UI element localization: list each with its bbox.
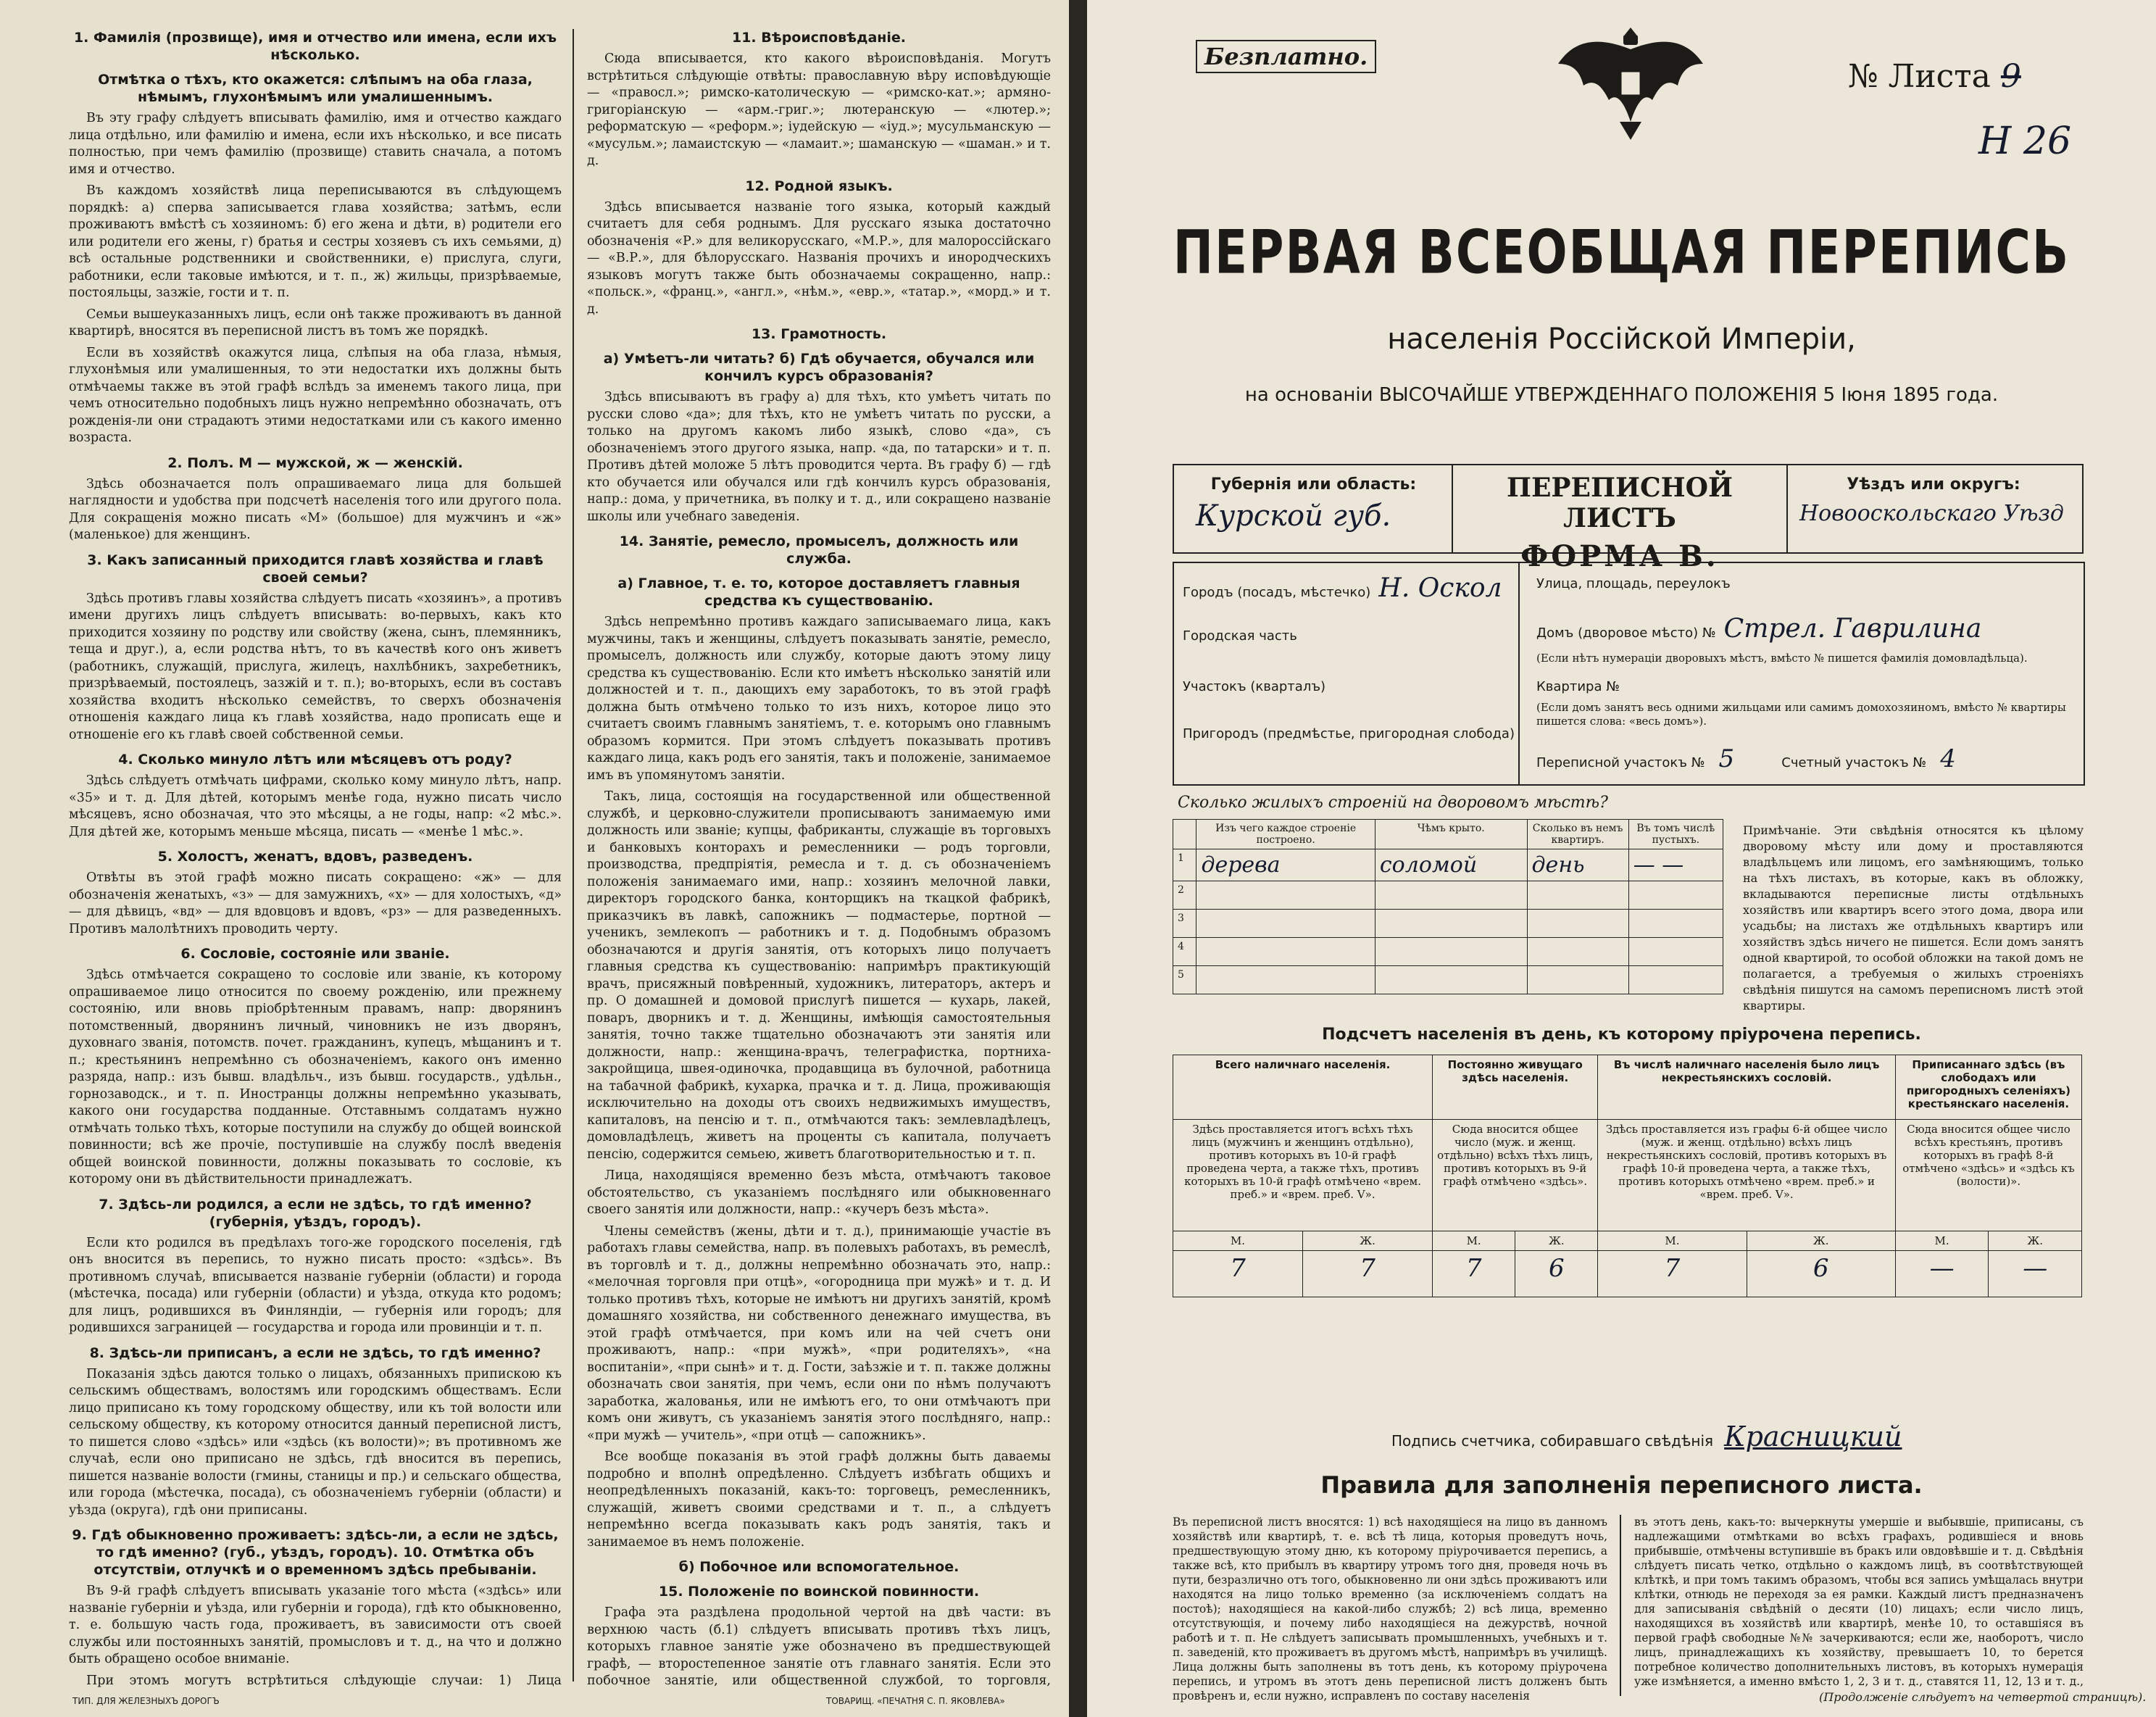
table-row bbox=[1173, 910, 1723, 938]
table-cell[interactable] bbox=[1527, 938, 1628, 966]
table-cell[interactable] bbox=[1196, 881, 1375, 910]
census-subtitle: населенія Россійской Имперіи, bbox=[1387, 323, 1856, 356]
section-heading: 13. Грамотность. bbox=[751, 326, 887, 342]
rules-divider bbox=[1620, 1515, 1621, 1696]
section-paragraph: Здѣсь вписываютъ въ графу а) для тѣхъ, кто умѣетъ читать по русски слово «да»; для тѣхъ, кто не умѣетъ читать по русски, а только на другомъ какомъ либо языкѣ, слово «да», съ обозначеніемъ этого другого языка, напр. «да, по татарски» и т. п. Противъ дѣтей моложе 5 лѣтъ проводится черта. Въ графу б) — гдѣ кто обучается или обучался или гдѣ кончилъ курсъ образованія, напр.: дома, у причетника, въ полку и т. д., или сокращено названіе школы или учебнаго заведенія. bbox=[587, 390, 1051, 524]
primechanie-note: Примѣчаніе. Эти свѣдѣнія относятся къ цѣлому дворовому мѣсту или дому и проставляются владѣльцемъ или лицомъ, его замѣняющимъ, только на тѣхъ листахъ, въ которые, какъ въ обложку, вкладываются переписные листы отдѣльныхъ хозяйствъ или квартиръ всего этого дома, двора или усадьбы; на листахъ же отдѣльныхъ квартиръ или хозяйствъ здѣсь ничего не пишется. Если домъ занятъ одной квартирой, то особой обложки на такой домъ не полагается, а требуемыя о жилыхъ строеніяхъ свѣдѣнія пишутся на самомъ переписномъ листѣ этой квартиры. bbox=[1743, 823, 2084, 1013]
perep-uch-value: 5 bbox=[1718, 744, 1735, 773]
gubernia-box bbox=[1173, 464, 1453, 554]
population-sex-row bbox=[1173, 1231, 2082, 1251]
table-cell[interactable] bbox=[1628, 881, 1723, 910]
count-cell[interactable]: 6 bbox=[1515, 1251, 1598, 1297]
census-basis: на основаніи ВЫСОЧАЙШЕ УТВЕРЖДЕННАГО ПОЛОЖЕНІЯ 5 Іюня 1895 года. bbox=[1244, 384, 1999, 406]
signature-label: Подпись счетчика, собиравшаго свѣдѣнія bbox=[1391, 1432, 1714, 1450]
sheet-number-label: № Листа bbox=[1848, 58, 1991, 95]
sex-label: М. bbox=[1433, 1231, 1515, 1251]
section-heading: 3. Какъ записанный приходится главѣ хозяйства и главѣ своей семьи? bbox=[87, 552, 544, 586]
row-number: 1 bbox=[1173, 849, 1196, 881]
section-paragraph: При этомъ могутъ встрѣтиться слѣдующіе случаи: 1) Лица bbox=[86, 1673, 562, 1688]
dom-label: Домъ (дворовое мѣсто) № bbox=[1536, 625, 1716, 641]
section-paragraph: Сюда вписывается, кто какого вѣроисповѣданія. Могутъ встрѣтиться слѣдующіе отвѣты: православную вѣру исповѣдующіе — «правосл.»; римско-католическую — «римско-кат.»; армяно-григоріанскую — «арм.-григ.»; лютеранскую — «лютер.»; реформатскую — «реформ.»; іудейскую — «іуд.»; мусульманскую — «мусульм.»; ламаистскую — «ламаит.»; шаманскую — «шаман.» и т. д. bbox=[587, 51, 1051, 168]
table-cell[interactable] bbox=[1527, 881, 1628, 910]
table-cell[interactable] bbox=[1628, 910, 1723, 938]
row-number: 5 bbox=[1173, 966, 1196, 994]
schet-uch-value: 4 bbox=[1940, 744, 1956, 773]
printer-footer: ТИП. ДЛЯ ЖЕЛЕЗНЫХЪ ДОРОГЪ bbox=[72, 1696, 220, 1706]
rules-left: Въ переписной листъ вносятся: 1) всѣ находящіеся на лицо въ данномъ хозяйствѣ или квартирѣ, т. е. всѣ тѣ лица, которыя проведутъ ночь, предшествующую этому дню, къ которому пріурочивается перепись, а также всѣ, кто прибылъ въ квартиру утромъ того дня, проведя ночь въ пути, безразлично отъ того, обыкновенно ли они здѣсь проживаютъ или находятся на лицо только временно (за исключеніемъ солдатъ на постоѣ); находящіеся на какой-либо службѣ; 2) всѣ лица, временно отсутствующія, и почему либо находящіеся на дежурствѣ, ночной работѣ и т. п. Не слѣдуетъ записывать промышленныхъ, учебныхъ и т. п. заведеній, кто проживаетъ въ другомъ мѣстѣ, напримѣръ въ училищѣ. Лица должны быть заполнены въ тотъ день, къ которому пріурочена перепись, и утромъ въ этотъ день переписной листъ долженъ быть провѣренъ и, если нужно, исправленъ по составу населенія bbox=[1173, 1516, 1607, 1703]
pop-note-permanent: Сюда вносится общее число (муж. и женщ. отдѣльно) всѣхъ тѣхъ лицъ, противъ которыхъ въ 9-й графѣ отмѣчено «здѣсь». bbox=[1433, 1120, 1598, 1231]
table-cell[interactable]: дерева bbox=[1196, 849, 1375, 881]
col-apartments: Сколько въ немъ квартиръ. bbox=[1527, 820, 1628, 849]
population-head-row bbox=[1173, 1055, 2082, 1120]
section-paragraph: Если кто родился въ предѣлахъ того-же городского поселенія, гдѣ онъ вносится въ перепись, то нужно писать просто: «здѣсь». Въ противномъ случаѣ, вписывается названіе губерніи (области) и города (мѣстечка, посада) или губерніи (области) и уѣзда, откуда кто родомъ; для лицъ, родившихся въ Финляндіи, — губернія или городъ; для родившихся заграницей — государства и города или провинціи и т. п. bbox=[69, 1235, 562, 1335]
section-heading: 4. Сколько минуло лѣтъ или мѣсяцевъ отъ роду? bbox=[118, 752, 512, 768]
schet-uch-label: Счетный участокъ № bbox=[1781, 755, 1927, 770]
section-paragraph: Если въ хозяйствѣ окажутся лица, слѣпыя на оба глаза, нѣмыя, глухонѣмыя или умалишенныя, то эти недостатки ихъ должны быть отмѣчаемы также въ этой графѣ вслѣдъ за именемъ такого лица, при чемъ относительно подобныхъ лицъ нужно непремѣнно обозначать, отъ рожденія-ли они страдаютъ этими недостатками или съ какого именно возраста. bbox=[69, 345, 562, 445]
dom-row bbox=[1536, 614, 2073, 644]
table-cell[interactable]: — — bbox=[1628, 849, 1723, 881]
table-cell[interactable] bbox=[1196, 910, 1375, 938]
right-page bbox=[1087, 0, 2156, 1717]
uchastok-row bbox=[1183, 679, 1325, 694]
pop-note-nonpeasant: Здѣсь проставляется изъ графы 6-й общее число (муж. и женщ. отдѣльно) всѣхъ лицъ некрестьянскихъ сословій, противъ которыхъ въ графѣ 10-й проведена черта, а также тѣхъ, противъ которыхъ отмѣчено «врем. преб.» и «врем. преб. V». bbox=[1598, 1120, 1895, 1231]
gor-chast-row bbox=[1183, 628, 1297, 644]
table-cell[interactable] bbox=[1375, 938, 1527, 966]
count-cell[interactable]: — bbox=[1989, 1251, 2082, 1297]
section-heading: 8. Здѣсь-ли приписанъ, а если не здѣсь, то гдѣ именно? bbox=[89, 1344, 541, 1361]
sheet-number bbox=[1848, 58, 2021, 95]
dom-note: (Если нѣтъ нумераціи дворовыхъ мѣстъ, вмѣсто № пишется фамилія домовладѣльца). bbox=[1536, 652, 2028, 665]
section-paragraph: Такъ, лица, состоящія на государственной или общественной службѣ, и церковно-служители прописываютъ занимаемую ими должность или званіе; купцы, фабриканты, служащіе въ торговыхъ и банковыхъ конторахъ и ремесленники — родъ торговли, производства, предпріятія, ремесла и т. д. съ обозначеніемъ положенія занимаемаго ими, напр.: хозяинъ мелочной лавки, директоръ городского банка, конторщикъ на ткацкой фабрикѣ, приказчикъ въ лавкѣ, сапожникъ — подмастерье, портной — ученикъ, землекопъ — работникъ и т. д. Подобнымъ образомъ обозначаются и другія занятія, отъ которыхъ лицо получаетъ главныя средства къ существованію: напримѣръ практикующій врачъ, присяжный повѣренный, художникъ, литераторъ, актеръ и пр. О домашней и домовой прислугѣ пишется — кухарь, лакей, поваръ, дворникъ и т. д. Женщины, имѣющія самостоятельныя занятія, точно также тщательно обозначаютъ эти занятія или должности, напр.: женщина-врачъ, телеграфистка, портниха-закройщица, швея-одиночка, продавщица въ булочной, работница на табачной фабрикѣ, кухарка, прачка и т. д. Лица, проживающія исключительно на доходы отъ своихъ недвижимыхъ имуществъ, капиталовъ, на пенсію и т. п., отмѣчаются такъ: землевладѣлецъ, домовладѣлецъ, живетъ на проценты съ капитала, получаетъ пенсію, содержится семьею, живетъ благотворительностью и т. п. bbox=[587, 789, 1051, 1162]
count-cell[interactable]: — bbox=[1895, 1251, 1989, 1297]
section-heading: 11. Вѣроисповѣданіе. bbox=[731, 30, 907, 46]
table-row bbox=[1173, 938, 1723, 966]
section-paragraph: Лица, находящіяся временно безъ мѣста, отмѣчаютъ таковое обстоятельство, съ указаніемъ послѣдняго или обыкновеннаго своего занятія или должности, напр.: «кучеръ безъ мѣста». bbox=[587, 1168, 1051, 1217]
uezd-value: Новооскольскаго Уѣзд bbox=[1799, 501, 2064, 526]
form-variant: ФОРМА В. bbox=[1520, 539, 1719, 573]
row-number: 2 bbox=[1173, 881, 1196, 910]
gor-chast-label: Городская часть bbox=[1183, 628, 1297, 644]
sex-label: Ж. bbox=[1303, 1231, 1433, 1251]
gorod-label: Городъ (посадъ, мѣстечко) bbox=[1183, 585, 1371, 600]
pop-head-nonpeasant: Въ числѣ наличнаго населенія было лицъ некрестьянскихъ сословій. bbox=[1598, 1055, 1895, 1120]
section-heading: 12. Родной языкъ. bbox=[745, 178, 893, 194]
rules-title: Правила для заполненія переписного листа. bbox=[1320, 1471, 1923, 1499]
table-cell[interactable] bbox=[1527, 966, 1628, 994]
table-cell[interactable] bbox=[1375, 881, 1527, 910]
kvartira-note: (Если домъ занятъ весь одними жильцами или самимъ домохозяиномъ, вмѣсто № квартиры пишется слова: «весь домъ»). bbox=[1536, 701, 2066, 728]
section-paragraph: Въ эту графу слѣдуетъ вписывать фамилію, имя и отчество каждаго лица отдѣльно, или фамилію и имена, если ихъ нѣсколько, и все писать полностью, при чемъ фамилію (прозвище) ставить сначала, а потомъ имя и отчество. bbox=[69, 111, 562, 177]
uezd-label: Уѣздъ или округъ: bbox=[1847, 475, 2020, 494]
section-heading: 1. Фамилія (прозвище), имя и отчество или имена, если ихъ нѣсколько. bbox=[73, 30, 557, 63]
section-paragraph: Графа эта раздѣлена продольной чертой на двѣ части: въ верхнюю часть (б.1) слѣдуетъ вписывать противъ тѣхъ лицъ, которыхъ главное занятіе уже обозначено въ предшествующей графѣ, — второстепенное занятіе отъ главнаго занятія. Если это побочное занятіе, или общественной службой, то торговля, bbox=[587, 1605, 1051, 1688]
table-cell[interactable] bbox=[1628, 966, 1723, 994]
table-cell[interactable]: день bbox=[1527, 849, 1628, 881]
sex-label: Ж. bbox=[1747, 1231, 1895, 1251]
section-paragraph: Здѣсь слѣдуетъ отмѣчать цифрами, сколько кому минуло лѣтъ, напр. «35» и т. д. Для дѣтей, которымъ менѣе года, нужно писать число мѣсяцевъ, ясно обозначая, что это мѣсяцы, а не годы, напр: «2 мѣс.». Для дѣтей же, которымъ меньше мѣсяца, писать — «менѣе 1 мѣс.». bbox=[69, 773, 562, 839]
pop-note-peasant: Сюда вносится общее число всѣхъ крестьянъ, противъ которыхъ въ графѣ 8-й отмѣчено «здѣсь» и «здѣсь къ (волости)». bbox=[1895, 1120, 2081, 1231]
section-paragraph: Здѣсь вписывается названіе того языка, который каждый считаетъ для себя роднымъ. Для русскаго языка достаточно обозначенія «Р.» для великорусскаго, «М.Р.», для малороссійскаго — «В.Р.», для бѣлорусскаго. Названія прочихъ и инородческихъ языковъ могутъ также быть обозначаемы сокращенно, напр.: «польск.», «франц.», «англ.», «нѣм.», «евр.», «татар.», «морд.» и т. д. bbox=[587, 199, 1051, 317]
free-stamp bbox=[1196, 40, 1376, 73]
sex-label: Ж. bbox=[1515, 1231, 1598, 1251]
sex-label: Ж. bbox=[1989, 1231, 2082, 1251]
handwritten-mark: Н 26 bbox=[1978, 120, 2072, 163]
section-paragraph: Показанія здѣсь даются только о лицахъ, обязанныхъ припискою къ сельскимъ обществамъ, волостямъ или городскимъ обществамъ. Если лицо приписано къ тому городскому обществу, или къ той волости или сельскому обществу, къ которому относится данный переписной листъ, то пишется слово «здѣсь» или «здѣсь (къ волости)»; въ противномъ же случаѣ, если оно приписано не здѣсь, гдѣ вносится въ перепись, пишется названіе волости (гмины, станицы и пр.) и сельскаго общества, или города (мѣстечка, посада), съ обозначеніемъ губерніи (области) и уѣзда (округа), гдѣ они приписаны. bbox=[69, 1366, 562, 1518]
uchastok-label: Участокъ (кварталъ) bbox=[1183, 679, 1326, 694]
section-heading: 5. Холостъ, женатъ, вдовъ, разведенъ. bbox=[157, 849, 473, 865]
table-cell[interactable] bbox=[1375, 910, 1527, 938]
pop-head-permanent: Постоянно живущаго здѣсь населенія. bbox=[1433, 1055, 1598, 1120]
table-row bbox=[1173, 849, 1723, 881]
table-cell[interactable] bbox=[1196, 966, 1375, 994]
census-title: ПЕРВАЯ ВСЕОБЩАЯ ПЕРЕПИСЬ bbox=[1173, 217, 2070, 288]
instructions-column-1 bbox=[69, 22, 562, 1688]
double-headed-eagle-icon bbox=[1551, 20, 1710, 144]
section-paragraph: Отвѣты въ этой графѣ можно писать сокращено: «ж» — для обозначенія женатыхъ, «з» — для замужнихъ, «х» — для холостыхъ, «д» — для дѣвицъ, «вд» — для вдовцовъ и вдовъ, «рз» — для разведенныхъ. Противъ малолѣтнихъ проводить черту. bbox=[69, 870, 562, 936]
population-note-row bbox=[1173, 1120, 2082, 1231]
free-stamp-text: Безплатно. bbox=[1204, 43, 1368, 70]
form-title: ПЕРЕПИСНОЙ ЛИСТЪ bbox=[1507, 473, 1733, 533]
section-heading: 6. Сословіе, состояніе или званіе. bbox=[180, 946, 450, 962]
table-row bbox=[1173, 881, 1723, 910]
section-heading: 9. Гдѣ обыкновенно проживаетъ: здѣсь-ли, а если не здѣсь, то гдѣ именно? (губ., уѣздъ, городъ). 10. Отмѣтка объ отсутствіи, отлучкѣ и о временномъ здѣсь пребываніи. bbox=[72, 1527, 559, 1578]
table-cell[interactable] bbox=[1196, 938, 1375, 966]
printer-footer-2: ТОВАРИЩ. «ПЕЧАТНЯ С. П. ЯКОВЛЕВА» bbox=[826, 1696, 1005, 1706]
count-cell[interactable]: 7 bbox=[1303, 1251, 1433, 1297]
prigorod-row bbox=[1183, 726, 1515, 741]
uchastki-row bbox=[1536, 744, 2073, 773]
count-cell[interactable]: 7 bbox=[1173, 1251, 1303, 1297]
prigorod-label: Пригородъ (предмѣстье, пригородная слобода) bbox=[1183, 726, 1515, 741]
rules-right: въ этотъ день, какъ-то: вычеркнуты умершіе и выбывшіе, приписаны, съ надлежащими отмѣтками во всѣхъ графахъ, родившіеся и вновь прибывшіе, отмѣчены вступившіе въ бракъ или овдовѣвшіе и т. д. Свѣдѣнія слѣдуетъ писать четко, отдѣльно о каждомъ лицѣ, въ соотвѣтствующей клѣткѣ, и при томъ такимъ образомъ, чтобы вся запись умѣщалась внутри клѣтки, отнюдь не переходя за ея рамки. Каждый листъ предназначенъ для записыванія свѣдѣній о десяти (10) лицахъ; если число лицъ, находящихся въ хозяйствѣ или квартирѣ, менѣе 10, то оставшіяся въ первой графѣ свободные №№ зачеркиваются; если же, наоборотъ, число лицъ, принадлежащихъ къ хозяйству, превышаетъ 10, то берется потребное количество дополнительныхъ листовъ, въ которыхъ нумерація уже измѣняется, а именно вмѣсто 1, 2, 3 и т. д., ставятся 11, 12, 13 и т. д., bbox=[1634, 1516, 2084, 1688]
section-paragraph: Здѣсь отмѣчается сокращено то сословіе или званіе, къ которому опрашиваемое лицо относится по своему рожденію, или прежнему состоянію, или вновь пріобрѣтенным правамъ, напр: дворянинъ потомственный, дворянинъ личный, чиновникъ не изъ дворянъ, духовнаго званія, потомств. почет. гражданинъ, купецъ, мѣщанинъ и т. п.; крестьянинъ непремѣнно съ обозначеніемъ, какого онъ именно разряда, напр.: изъ бывш. владѣльч., изъ бывш. государств., удѣльн., горнозаводск., и т. п. Иностранцы должны непремѣнно указывать, какого они государства подданные. Отставнымъ солдатамъ нужно отмѣчать только тѣхъ, которые поступили на службу до общей воинской повинности; всѣ же прочіе, поступившіе на службу послѣ введенія общей воинской повинности, должны показывать то сословіе, къ которому они въ дѣйствительности принадлежатъ. bbox=[69, 968, 562, 1186]
pop-head-peasant: Приписаннаго здѣсь (въ слободахъ или пригородныхъ селеніяхъ) крестьянскаго населенія. bbox=[1895, 1055, 2081, 1120]
section-heading: 15. Положеніе по воинской повинности. bbox=[658, 1584, 980, 1600]
population-table bbox=[1173, 1055, 2082, 1297]
population-count-row bbox=[1173, 1251, 2082, 1297]
stroeniya-question: Сколько жилыхъ строеній на дворовомъ мѣстѣ? bbox=[1178, 794, 1608, 812]
count-cell[interactable]: 7 bbox=[1433, 1251, 1515, 1297]
buildings-table-header bbox=[1173, 820, 1723, 849]
pop-head-total: Всего наличнаго населенія. bbox=[1173, 1055, 1433, 1120]
continued-note: (Продолженіе слѣдуетъ на четвертой страницѣ). bbox=[1819, 1690, 2147, 1704]
count-cell[interactable]: 6 bbox=[1747, 1251, 1895, 1297]
kvartira-label: Квартира № bbox=[1536, 679, 1620, 694]
signature-value: Красницкий bbox=[1724, 1421, 1902, 1452]
sex-label: М. bbox=[1895, 1231, 1989, 1251]
form-title-box bbox=[1452, 464, 1788, 573]
table-cell[interactable] bbox=[1628, 938, 1723, 966]
table-row bbox=[1173, 966, 1723, 994]
section-paragraph: Въ каждомъ хозяйствѣ лица переписываются въ слѣдующемъ порядкѣ: а) сперва записывается глава хозяйства; затѣмъ, если проживаютъ вмѣстѣ съ хозяиномъ: б) его жена и дѣти, в) родители его или родители его жены, г) братья и сестры хозяевъ съ ихъ семьями, д) всѣ остальные родственники и свойственники, е) прислуга, слуги, работники, если таковые имѣются, и т. п., ж) жильцы, призрѣваемые, постояльцы, зазжіе, гости и т. п. bbox=[69, 183, 562, 300]
sex-label: М. bbox=[1173, 1231, 1303, 1251]
section-heading: 14. Занятіе, ремесло, промыселъ, должность или служба. bbox=[619, 533, 1019, 567]
row-number: 4 bbox=[1173, 938, 1196, 966]
section-paragraph: Здѣсь непремѣнно противъ каждаго записываемаго лица, какъ мужчины, такъ и женщины, слѣдуетъ показывать занятіе, ремесло, промыселъ, должность или службу, которые даютъ этому лицу средства къ существованію. Если кто имѣетъ нѣсколько занятій или должностей и т. п., дающихъ ему заработокъ, то въ этой графѣ должна быть отмѣчено только то изъ нихъ, которое лицо это считаетъ своимъ главнымъ занятіемъ, т. е. которымъ оно главнымъ образомъ кормится. При этомъ слѣдуетъ показывать противъ каждаго лица, какъ родъ его занятія, такъ и положеніе, занимаемое имъ въ упомянутомъ занятіи. bbox=[587, 615, 1051, 783]
section-heading: 2. Полъ. М — мужской, ж — женскій. bbox=[167, 454, 463, 471]
col-material: Изъ чего каждое строеніе построено. bbox=[1196, 820, 1375, 849]
section-paragraph: Здѣсь противъ главы хозяйства слѣдуетъ писать «хозяинъ», а противъ имени другихъ лицъ слѣдуетъ вписывать: во-первыхъ, какъ кто приходится хозяину по родству или свойству (жена, сынъ, племянникъ, теща и друг.), а, если родства нѣтъ, то въ качествѣ кого онъ живетъ (работникъ, служащій, прислуга, жилецъ, нахлѣбникъ, захребетникъ, призрѣваемый, постоялецъ, зазжій и т. п.); во-вторыхъ, если въ составъ хозяйства входитъ нѣсколько семействъ, то сверхъ обозначенія отношенія каждаго лица къ главѣ хозяйства, надо прописать еще и отношеніе его къ главѣ своей собственной семьи. bbox=[69, 591, 562, 742]
section-paragraph: Все вообще показанія въ этой графѣ должны быть даваемы подробно и вполнѣ опредѣленно. Слѣдуетъ избѣгать общихъ и неопредѣленныхъ показаній, какъ-то: торговецъ, ремесленникъ, служащій, живетъ своими средствами и т. п., а слѣдуетъ непремѣнно всегда показывать какъ родъ занятія, такъ и занимаемое въ немъ положеніе. bbox=[587, 1450, 1051, 1550]
perep-uch-label: Переписной участокъ № bbox=[1536, 755, 1705, 770]
pop-note-total: Здѣсь проставляется итогъ всѣхъ тѣхъ лицъ (мужчинъ и женщинъ отдѣльно), противъ которыхъ въ 10-й графѣ проведена черта, а также тѣхъ, противъ которыхъ въ 10-й графѣ отмѣчено «врем. преб.» и «врем. преб. V». bbox=[1173, 1120, 1433, 1231]
section-paragraph: Здѣсь обозначается полъ опрашиваемаго лица для большей наглядности и удобства при подсчетѣ населенія того или другого пола. Для сокращенія можно писать «М» (большое) для мужчинъ и «ж» (маленькое) для женщинъ. bbox=[69, 476, 562, 542]
section-heading: а) Умѣетъ-ли читать? б) Гдѣ обучается, обучался или кончилъ курсъ образованія? bbox=[603, 351, 1035, 384]
col-empty: Въ томъ числѣ пустыхъ. bbox=[1628, 820, 1723, 849]
instructions-column-2 bbox=[587, 22, 1051, 1688]
row-number: 3 bbox=[1173, 910, 1196, 938]
table-cell[interactable] bbox=[1375, 966, 1527, 994]
section-heading: 7. Здѣсь-ли родился, а если не здѣсь, то гдѣ именно? (губернія, уѣздъ, городъ). bbox=[99, 1196, 532, 1230]
sex-label: М. bbox=[1598, 1231, 1747, 1251]
section-heading: Отмѣтка о тѣхъ, кто окажется: слѣпымъ на оба глаза, нѣмымъ, глухонѣмымъ или умалишеннымъ. bbox=[98, 72, 533, 105]
gorod-row bbox=[1183, 573, 1512, 603]
section-heading: б) Побочное или вспомогательное. bbox=[678, 1559, 960, 1575]
gubernia-label: Губернія или область: bbox=[1210, 475, 1417, 494]
section-paragraph: Семьи вышеуказанныхъ лицъ, если онѣ также проживаютъ въ данной квартирѣ, вносятся въ переписной листъ въ томъ же порядкѣ. bbox=[69, 307, 562, 338]
col-roof: Чѣмъ крыто. bbox=[1375, 820, 1527, 849]
gubernia-value: Курской губ. bbox=[1196, 499, 1391, 533]
table-cell[interactable] bbox=[1527, 910, 1628, 938]
ulitsa-label: Улица, площадь, переулокъ bbox=[1536, 576, 1731, 591]
section-paragraph: Въ 9-й графѣ слѣдуетъ вписывать указаніе того мѣста («здѣсь» или названіе губерніи и уѣзда, или губерніи и города), гдѣ кто обыкновенно, т. е. большую часть года, проживаетъ, въ зависимости отъ своей службы или постоянныхъ занятій, промысловъ и т. д., на что и должно быть обращено особое вниманіе. bbox=[69, 1584, 562, 1666]
section-paragraph: Члены семействъ (жены, дѣти и т. д.), принимающіе участіе въ работахъ главы семейства, напр. въ полевыхъ работахъ, въ ремеслѣ, въ торговлѣ и т. д., должны непремѣнно обозначать это, напр.: «мелочная торговля при отцѣ», «огородница при мужѣ» и т. д. И только противъ тѣхъ, которые не имѣютъ ни другихъ занятій, кромѣ домашняго хозяйства, ни собственного денежнаго имущества, въ этой графѣ отмѣчается, при комъ или на чей счетъ они проживаютъ, напр.: «при мужѣ», «при родителяхъ», «на воспитаніи», «при сынѣ» и т. д. Гости, заѣзжіе и т. п. также должны обозначать свои занятія, при чемъ, если они по нѣмъ получаютъ заработка, жалованья, или не имѣютъ его, то они отмѣчаютъ при комъ они живутъ, съ указаніемъ занятія этого послѣдняго, напр.: «при мужѣ — учитель», «при отцѣ — сапожникъ». bbox=[587, 1223, 1051, 1443]
table-cell[interactable]: соломой bbox=[1375, 849, 1527, 881]
buildings-table bbox=[1173, 819, 1723, 994]
gorod-value: Н. Оскол bbox=[1378, 573, 1502, 603]
left-page bbox=[0, 0, 1069, 1717]
count-cell[interactable]: 7 bbox=[1598, 1251, 1747, 1297]
column-divider bbox=[573, 29, 574, 1681]
sheet-number-value: 9 bbox=[2000, 58, 2021, 95]
section-heading: а) Главное, т. е. то, которое доставляетъ главныя средства къ существованію. bbox=[617, 575, 1020, 609]
signature-row bbox=[1391, 1421, 1902, 1452]
podschet-title: Подсчетъ населенія въ день, къ которому пріурочена перепись. bbox=[1322, 1026, 1921, 1044]
uezd-box bbox=[1785, 464, 2084, 554]
dom-value: Стрел. Гаврилина bbox=[1723, 614, 1982, 644]
address-block bbox=[1173, 562, 2085, 786]
